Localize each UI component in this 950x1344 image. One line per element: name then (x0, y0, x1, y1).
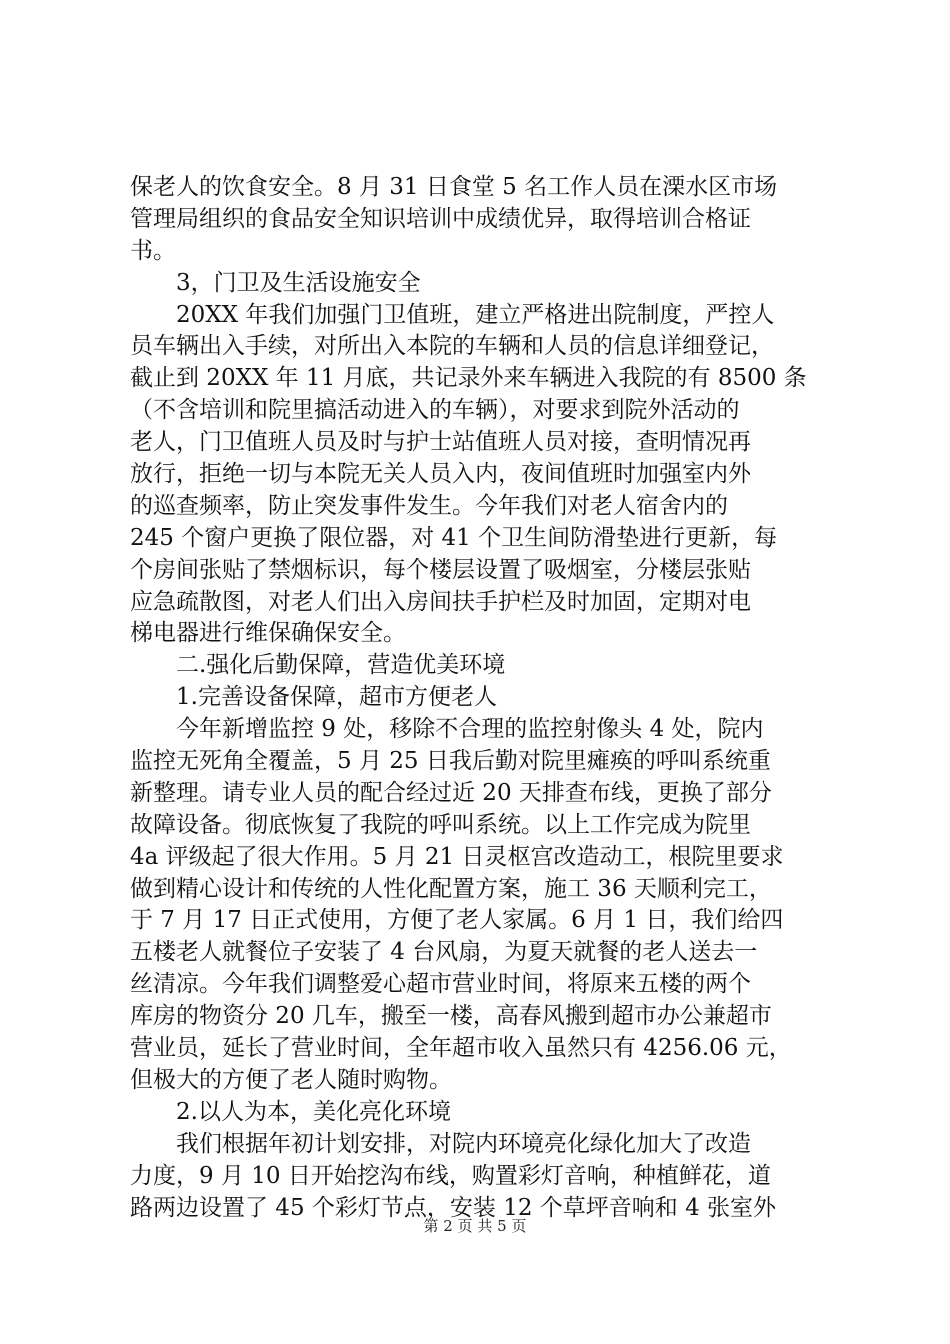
body-text (130, 172, 830, 1224)
text-line: 五楼老人就餐位子安装了 4 台风扇，为夏天就餐的老人送去一 (130, 939, 758, 966)
text-line: 20XX 年我们加强门卫值班，建立严格进出院制度，严控人 (130, 301, 775, 328)
section-heading: 1.完善设备保障，超市方便老人 (130, 684, 497, 711)
text-line: 力度，9 月 10 日开始挖沟布线，购置彩灯音响，种植鲜花，道 (130, 1162, 771, 1189)
text-line: 245 个窗户更换了限位器，对 41 个卫生间防滑垫进行更新，每 (130, 524, 778, 551)
text-line: 新整理。请专业人员的配合经过近 20 天排查布线，更换了部分 (130, 779, 772, 806)
text-line: 放行，拒绝一切与本院无关人员入内，夜间值班时加强室内外 (130, 461, 751, 488)
text-line: 个房间张贴了禁烟标识，每个楼层设置了吸烟室，分楼层张贴 (130, 556, 751, 583)
section-heading: 二.强化后勤保障，营造优美环境 (130, 652, 506, 679)
text-line: 管理局组织的食品安全知识培训中成绩优异，取得培训合格证 (130, 205, 751, 232)
text-line: 监控无死角全覆盖，5 月 25 日我后勤对院里瘫痪的呼叫系统重 (130, 748, 771, 775)
text-line: 营业员，延长了营业时间，全年超市收入虽然只有 4256.06 元， (130, 1035, 792, 1062)
text-line: 4a 评级起了很大作用。5 月 21 日灵枢宫改造动工，根院里要求 (130, 843, 784, 870)
text-line: 我们根据年初计划安排，对院内环境亮化绿化加大了改造 (130, 1130, 751, 1157)
text-line: 保老人的饮食安全。8 月 31 日食堂 5 名工作人员在溧水区市场 (130, 174, 778, 200)
text-line: 于 7 月 17 日正式使用，方便了老人家属。6 月 1 日，我们给四 (130, 907, 784, 934)
text-line: 梯电器进行维保确保安全。 (130, 620, 406, 647)
text-line: 今年新增监控 9 处，移除不合理的监控射像头 4 处，院内 (130, 716, 764, 743)
text-line: 故障设备。彻底恢复了我院的呼叫系统。以上工作完成为院里 (130, 811, 751, 838)
text-line: （不含培训和院里搞活动进入的车辆），对要求到院外活动的 (130, 397, 740, 424)
text-line: 路两边设置了 45 个彩灯节点，安装 12 个草坪音响和 4 张室外 (130, 1194, 777, 1221)
text-line: 丝清凉。今年我们调整爱心超市营业时间，将原来五楼的两个 (130, 971, 751, 998)
text-line: 截止到 20XX 年 11 月底，共记录外来车辆进入我院的有 8500 条 (130, 365, 807, 392)
text-line: 应急疏散图，对老人们出入房间扶手护栏及时加固，定期对电 (130, 588, 751, 615)
section-heading: 2.以人为本，美化亮化环境 (130, 1098, 451, 1125)
text-line: 老人，门卫值班人员及时与护士站值班人员对接，查明情况再 (130, 429, 751, 456)
section-heading: 3，门卫及生活设施安全 (130, 269, 421, 296)
text-line: 但极大的方便了老人随时购物。 (130, 1066, 452, 1093)
text-line: 的巡查频率，防止突发事件发生。今年我们对老人宿舍内的 (130, 492, 728, 519)
text-line: 库房的物资分 20 几车，搬至一楼，高春风搬到超市办公兼超市 (130, 1003, 772, 1030)
text-line: 做到精心设计和传统的人性化配置方案，施工 36 天顺利完工， (130, 875, 772, 902)
page-footer: 第 2 页 共 5 页 (423, 1217, 527, 1235)
text-line: 书。 (130, 237, 176, 264)
text-line: 员车辆出入手续，对所出入本院的车辆和人员的信息详细登记， (130, 333, 774, 360)
